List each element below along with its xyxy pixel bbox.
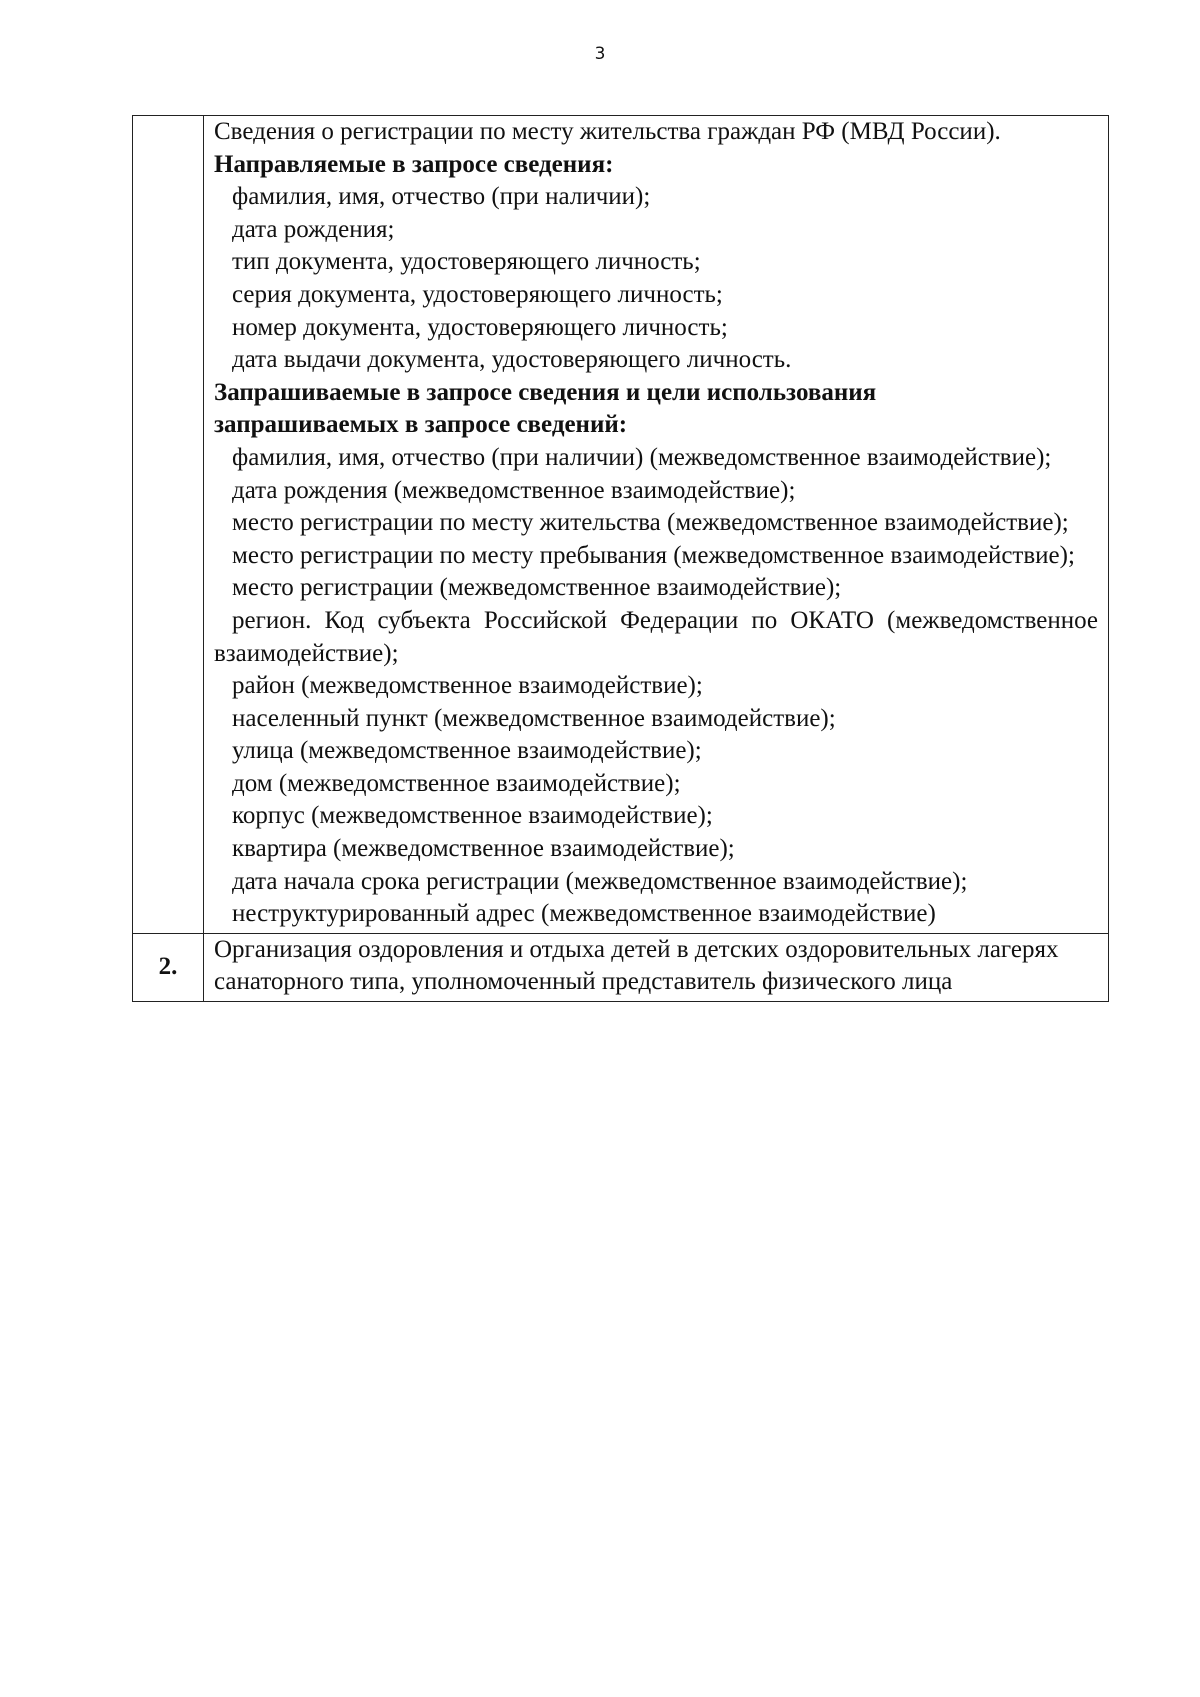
- list-item: место регистрации по месту жительства (межведомственное взаимодействие);: [232, 509, 1069, 537]
- list-item: серия документа, удостоверяющего личность;: [232, 280, 723, 308]
- list-item: место регистрации по месту пребывания (межведомственное взаимодействие);: [232, 541, 1075, 569]
- list-item: район (межведомственное взаимодействие);: [232, 672, 703, 700]
- service-description: Сведения о регистрации по месту жительства граждан РФ (МВД России).: [214, 118, 1001, 145]
- list-item: дом (межведомственное взаимодействие);: [232, 769, 681, 797]
- list-item: место регистрации (межведомственное взаимодействие);: [232, 574, 842, 602]
- list-item: дата рождения;: [232, 215, 395, 243]
- row-number-cell: [133, 116, 204, 934]
- requested-data-heading: Запрашиваемые в запросе сведения и цели использования запрашиваемых в запросе сведений:: [214, 378, 877, 439]
- row-content-cell: [204, 933, 1109, 1001]
- list-item: неструктурированный адрес (межведомственное взаимодействие): [232, 900, 936, 928]
- list-item: населенный пункт (межведомственное взаимодействие);: [232, 704, 836, 732]
- list-item: номер документа, удостоверяющего личность;: [232, 313, 728, 341]
- list-item: фамилия, имя, отчество (при наличии);: [232, 183, 651, 211]
- list-item: дата рождения (межведомственное взаимодействие);: [232, 476, 796, 504]
- list-item: дата начала срока регистрации (межведомственное взаимодействие);: [232, 867, 968, 895]
- table-row: [133, 933, 1109, 1001]
- list-item: фамилия, имя, отчество (при наличии) (межведомственное взаимодействие);: [232, 443, 1052, 471]
- row-content-cell: [204, 116, 1109, 934]
- table-row: [133, 116, 1109, 934]
- list-item: тип документа, удостоверяющего личность;: [232, 248, 701, 276]
- sent-data-heading: Направляемые в запросе сведения:: [214, 150, 614, 178]
- service-description: Организация оздоровления и отдыха детей в детских оздоровительных лагерях санаторного типа, уполномоченный представитель физического лица: [214, 935, 1059, 996]
- list-item: квартира (межведомственное взаимодействие);: [232, 835, 735, 863]
- document-table: [132, 115, 1109, 1002]
- list-item: корпус (межведомственное взаимодействие);: [232, 802, 713, 830]
- list-item: улица (межведомственное взаимодействие);: [232, 737, 702, 765]
- list-item: дата выдачи документа, удостоверяющего личность.: [232, 346, 792, 374]
- list-item: регион. Код субъекта Российской Федерации по ОКАТО (межведомственное взаимодействие);: [214, 606, 1098, 667]
- page-number: 3: [594, 44, 606, 64]
- row-number-cell: 2.: [133, 933, 204, 1001]
